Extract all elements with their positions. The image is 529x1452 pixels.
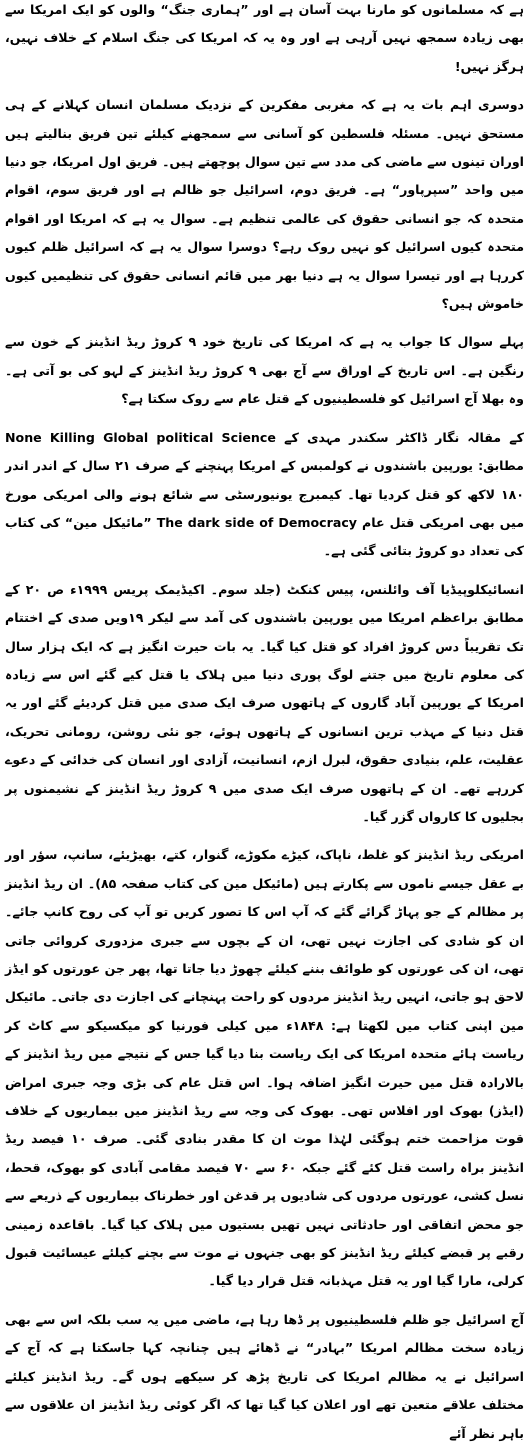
article-paragraph-2: دوسری اہم بات یہ ہے کہ مغربی مفکرین کے نزدیک مسلمان انسان کہلانے کے ہی مستحق نہیں۔ مسئلہ فلسطین کو آسانی سے سمجھنے کیلئے تین فریق بنالیتے ہیں اوران تینوں سے ماضی کی مدد سے تین سوال پوچھتے ہیں۔ فریق اول امریکا، جو دنیا میں واحد ”سپرپاور“ ہے۔ فریق دوم، اسرائیل جو ظالم ہے اور فریق سوم، اقوام متحدہ کہ جو انسانی حقوق کی عالمی تنظیم ہے۔ سوال یہ ہے کہ امریکا اور اقوام متحدہ کیوں اسرائیل کو نہیں روک رہے؟ دوسرا سوال یہ ہے کہ اسرائیل ظلم کیوں کررہا ہے اور تیسرا سوال یہ ہے دنیا بھر میں قائم انسانی حقوق کی تنظیمیں کیوں خاموش ہیں؟ [5,97,524,312]
article-paragraph-7: آج اسرائیل جو ظلم فلسطینیوں پر ڈھا رہا ہے، ماضی میں یہ سب بلکہ اس سے بھی زیادہ سخت مظالم امریکا ”بہادر“ نے ڈھائے ہیں چنانچہ کہا جاسکتا ہے کہ آج کے اسرائیل نے یہ مظالم امریکا کی تاریخ پڑھ کر سیکھے ہوں گے۔ ریڈ انڈینز کیلئے مختلف علاقے متعین تھے اور اعلان کیا گیا تھا کہ اگر کوئی ریڈ انڈینز ان علاقوں سے باہر نظر آئے [5,1311,524,1441]
article-paragraph-6: امریکی ریڈ انڈینز کو غلط، ناپاک، کیڑے مکوڑے، گنوار، کتے، بھیڑیئے، سانپ، سؤر اور بے عقل جیسے ناموں سے پکارتے ہیں (مائیکل مین کی کتاب صفحہ ۸۵)۔ ان ریڈ انڈینز پر مظالم کے جو پہاڑ گرائے گئے کہ آپ اس کا تصور کریں تو آپ کی روح کانپ جائے۔ ان کو شادی کی اجازت نہیں تھی، ان کے بچوں سے جبری مزدوری کروائی جاتی تھی، ان کی عورتوں کو طوائف بننے کیلئے چھوڑ دیا جاتا تھا، پھر جن عورتوں کو ایڈز لاحق ہو جاتی، انہیں ریڈ انڈینز مردوں کو راحت پہنچانے کی اجازت دی جاتی۔ مائیکل مین اپنی کتاب میں لکھتا ہے: ۱۸۴۸ء میں کیلی فورنیا کو میکسیکو سے کاٹ کر ریاست ہائے متحدہ امریکا کی ایک ریاست بنا دیا گیا جس کے نتیجے میں ریڈ انڈینز کے بالارادہ قتل میں حیرت انگیز اضافہ ہوا۔ اس قتل عام کی بڑی وجہ جبری امراض (ایڈز) بھوک اور افلاس تھی۔ بھوک کی وجہ سے ریڈ انڈینز میں بیماریوں کے خلاف قوت مزاحمت ختم ہوگئی لہٰذا موت ان کا مقدر بنادی گئی۔ صرف ۱۰ فیصد ریڈ انڈینز براہ راست قتل کئے گئے جبکہ ۶۰ سے ۷۰ فیصد مقامی آبادی کو بھوک، قحط، نسل کشی، عورتوں مردوں کی شادیوں پر قدغن اور خطرناک بیماریوں کے ذریعے سے جو محض اتفاقی اور حادثاتی نہیں تھیں بستیوں میں ہلاک کیا گیا۔ باقاعدہ زمینی رقبے پر قبضے کیلئے ریڈ انڈینز کو بھی جنہوں نے موت سے بچنے کیلئے عیسائیت قبول کرلی، مارا گیا اور یہ قتل مہذبانہ قتل قرار دیا گیا۔ [5,847,524,1289]
article-paragraph-1: ہے کہ مسلمانوں کو مارنا بہت آسان ہے اور ”ہماری جنگ“ والوں کو ایک امریکا سے بھی زیادہ سمجھ نہیں آرہی ہے اور وہ یہ کہ امریکا کی جنگ اسلام کے خلاف نہیں، ہرگز نہیں! [5,2,524,74]
article-paragraph-5: انسائیکلوپیڈیا آف وائلنس، پیس کنکٹ (جلد سوم۔ اکیڈیمک پریس ۱۹۹۹ء ص ۲۰ کے مطابق براعظم امریکا میں یورپین باشندوں کی آمد سے لیکر ۱۹ویں صدی کے اختتام تک تقریباً دس کروڑ افراد کو قتل کیا گیا۔ یہ بات حیرت انگیز ہے کہ ایک ہزار سال کی معلوم تاریخ میں جتنے لوگ پوری دنیا میں ہلاک یا قتل کیے گئے اس سے زیادہ امریکا کے یورپین آباد گاروں کے ہاتھوں صرف ایک صدی میں قتل کردیئے گئے اور یہ قتل دنیا کے مہذب ترین انسانوں کے ہاتھوں ہوئے، جو نئی روشن، رومانی تحریک، عقلیت، علم، بنیادی حقوق، لبرل ازم، انسانیت، آزادی اور انسان کی خدائی کے دعوے کررہے تھے۔ ان کے ہاتھوں صرف ایک صدی میں ۹ کروڑ ریڈ انڈینز کے نشیمنوں پر بجلیوں کا کارواں گزر گیا۔ [5,581,524,824]
article-paragraph-4: None Killing Global political Science کے مقالہ نگار ڈاکٹر سکندر مہدی کے مطابق: یورپین باشندوں نے کولمبس کے امریکا پہنچنے کے صرف ۲۱ سال کے اندر اندر ۱۸۰ لاکھ کو قتل کردیا تھا۔ کیمبرج یونیورسٹی سے شائع ہونے والی امریکی مورخ ”مائیکل مین“ کی کتاب The dark side of Democracy میں بھی امریکی قتل عام کی تعداد دو کروڑ بتائی گئی ہے۔ [5,429,524,559]
article-paragraph-3: پہلے سوال کا جواب یہ ہے کہ امریکا کی تاریخ خود ۹ کروڑ ریڈ انڈینز کے خون سے رنگین ہے۔ اس تاریخ کے اوراق سے آج بھی ۹ کروڑ ریڈ انڈینز کے لہو کی بو آتی ہے۔ وہ بھلا آج اسرائیل کو فلسطینیوں کے قتل عام سے روک سکتا ہے؟ [5,334,524,407]
